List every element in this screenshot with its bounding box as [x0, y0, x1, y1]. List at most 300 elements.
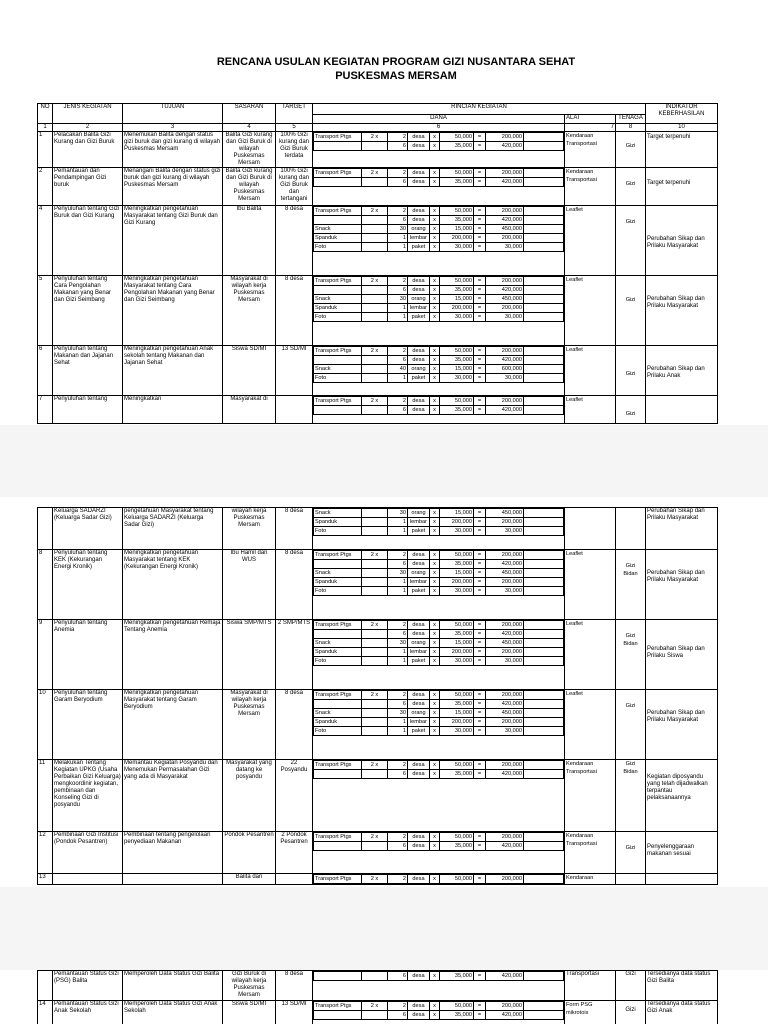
dana-mult	[362, 509, 388, 518]
dana-item: Transport Ptgs	[314, 551, 362, 560]
alat	[566, 132, 614, 148]
dana-line	[314, 842, 564, 851]
alat	[566, 276, 614, 284]
alat	[566, 396, 614, 404]
tenaga-line: Gizi	[625, 633, 636, 639]
dana-total: 30,000	[486, 657, 524, 666]
dana-total: 420,000	[486, 216, 524, 225]
dana-unit: paket	[408, 587, 430, 596]
dana-item: Foto	[314, 727, 362, 736]
row-no: 1	[38, 132, 53, 168]
dana-x: x	[430, 169, 440, 178]
row-sasaran: wilayah kerja Puskesmas Mersam	[223, 508, 276, 550]
colnum-4: 4	[223, 124, 276, 132]
activity-table-continued-2	[37, 970, 718, 1024]
dana-unit: desa	[408, 216, 430, 225]
dana-line	[314, 691, 564, 700]
colnum-3: 3	[123, 124, 223, 132]
dana-total: 200,000	[486, 875, 524, 884]
dana-item	[314, 178, 362, 187]
title-line-1: RENCANA USULAN KEGIATAN PROGRAM GIZI NUSANTARA SEHAT	[216, 56, 576, 68]
row-no	[38, 971, 53, 1001]
activity-row-continued	[38, 971, 718, 1001]
dana-total: 420,000	[486, 1011, 524, 1020]
dana-price: 30,000	[440, 727, 474, 736]
row-dana	[313, 874, 565, 885]
dana-spacer	[524, 727, 564, 736]
activity-row	[38, 690, 718, 760]
alat-line: Leaflet	[566, 397, 583, 403]
dana-x: x	[430, 709, 440, 718]
dana-qty: 30	[388, 225, 408, 234]
row-sasaran: Balita Gizi kurang dan Gizi Buruk di wilayah Puskesmas Mersam	[223, 132, 276, 168]
dana-item	[314, 356, 362, 365]
header-sasaran: SASARAN	[223, 104, 276, 124]
dana-qty: 2	[388, 1002, 408, 1011]
dana-eq: =	[474, 207, 486, 216]
dana-eq: =	[474, 374, 486, 383]
row-sasaran: Ibu Hamil dan WUS	[223, 550, 276, 620]
dana-unit: desa	[408, 133, 430, 142]
dana-x: x	[430, 1011, 440, 1020]
dana-spacer	[524, 718, 564, 727]
dana-item: Foto	[314, 527, 362, 536]
dana-x: x	[430, 243, 440, 252]
row-dana	[313, 550, 565, 620]
dana-eq: =	[474, 406, 486, 415]
row-alat	[565, 832, 616, 874]
dana-unit: desa	[408, 761, 430, 770]
dana-qty: 1	[388, 518, 408, 527]
row-dana	[313, 168, 565, 206]
dana-mult	[362, 356, 388, 365]
dana-eq: =	[474, 509, 486, 518]
dana-unit: desa	[408, 842, 430, 851]
row-jenis-kegiatan: Penyuluhan tentang Makanan dan Jajanan Sehat	[53, 346, 123, 396]
row-tenaga	[616, 276, 646, 346]
dana-unit: desa	[408, 833, 430, 842]
dana-item: Transport Ptgs	[314, 277, 362, 286]
dana-breakdown	[313, 550, 564, 596]
dana-price: 30,000	[440, 527, 474, 536]
tenaga-line: Bidan	[623, 641, 638, 647]
dana-mult	[362, 1011, 388, 1020]
row-no: 14	[38, 1001, 53, 1024]
header-indikator: INDIKATOR KEBERHASILAN	[646, 104, 718, 124]
row-tenaga	[616, 550, 646, 620]
dana-qty: 30	[388, 569, 408, 578]
alat-line: Kendaraan	[566, 133, 594, 139]
dana-price: 15,000	[440, 709, 474, 718]
dana-total: 200,000	[486, 169, 524, 178]
dana-price: 35,000	[440, 560, 474, 569]
row-target: 13 SD/MI	[276, 1001, 313, 1024]
dana-price: 35,000	[440, 630, 474, 639]
dana-eq: =	[474, 313, 486, 322]
dana-total: 200,000	[486, 761, 524, 770]
dana-eq: =	[474, 842, 486, 851]
dana-mult	[362, 569, 388, 578]
dana-eq: =	[474, 648, 486, 657]
dana-mult: 2 x	[362, 875, 388, 884]
dana-spacer	[524, 761, 564, 770]
row-sasaran: Balita dan	[223, 874, 276, 885]
dana-total: 420,000	[486, 842, 524, 851]
dana-unit: desa	[408, 560, 430, 569]
dana-mult	[362, 225, 388, 234]
dana-item: Transport Ptgs	[314, 875, 362, 884]
activity-row	[38, 832, 718, 874]
dana-total: 30,000	[486, 527, 524, 536]
dana-qty: 1	[388, 243, 408, 252]
header-rincian-kegiatan: RINCIAN KEGIATAN	[313, 104, 646, 115]
row-target: 2 Pondok Pesantren	[276, 832, 313, 874]
dana-price: 30,000	[440, 657, 474, 666]
dana-x: x	[430, 718, 440, 727]
dana-item: Transport Ptgs	[314, 1002, 362, 1011]
dana-x: x	[430, 286, 440, 295]
dana-mult	[362, 587, 388, 596]
dana-unit: lembar	[408, 648, 430, 657]
row-dana	[313, 276, 565, 346]
dana-spacer	[524, 691, 564, 700]
dana-x: x	[430, 648, 440, 657]
tenaga-line: Gizi	[625, 563, 636, 569]
dana-total: 200,000	[486, 621, 524, 630]
tenaga-line: Bidan	[623, 571, 638, 577]
dana-item: Spanduk	[314, 234, 362, 243]
row-sasaran: Masyarakat di	[223, 396, 276, 424]
row-target: 8 desa	[276, 206, 313, 276]
dana-mult	[362, 295, 388, 304]
dana-line	[314, 727, 564, 736]
dana-price: 35,000	[440, 142, 474, 151]
dana-eq: =	[474, 761, 486, 770]
row-jenis-kegiatan: Penyuluhan tentang Garam Beryodium	[53, 690, 123, 760]
dana-x: x	[430, 833, 440, 842]
dana-breakdown	[313, 971, 564, 981]
dana-qty: 30	[388, 709, 408, 718]
dana-price: 30,000	[440, 243, 474, 252]
dana-item: Transport Ptgs	[314, 761, 362, 770]
dana-price: 50,000	[440, 875, 474, 884]
dana-item: Transport Ptgs	[314, 833, 362, 842]
dana-total: 200,000	[486, 397, 524, 406]
dana-x: x	[430, 527, 440, 536]
dana-breakdown	[313, 620, 564, 666]
dana-qty: 1	[388, 313, 408, 322]
tenaga	[617, 562, 644, 578]
dana-spacer	[524, 875, 564, 884]
dana-mult	[362, 700, 388, 709]
dana-price: 35,000	[440, 700, 474, 709]
dana-mult: 2 x	[362, 207, 388, 216]
alat-line: Transportasi	[566, 841, 597, 847]
row-target: 2 SMP/MTS	[276, 620, 313, 690]
dana-qty: 1	[388, 578, 408, 587]
dana-qty: 1	[388, 527, 408, 536]
tenaga-line: Gizi	[625, 845, 636, 851]
activity-row	[38, 132, 718, 168]
row-tenaga	[616, 508, 646, 550]
activity-table	[37, 103, 718, 424]
dana-total: 30,000	[486, 587, 524, 596]
dana-line	[314, 560, 564, 569]
row-jenis-kegiatan: Penyuluhan tentang	[53, 396, 123, 424]
header-tujuan: TUJUAN	[123, 104, 223, 124]
dana-line	[314, 639, 564, 648]
dana-price: 50,000	[440, 347, 474, 356]
dana-qty: 40	[388, 365, 408, 374]
dana-line	[314, 216, 564, 225]
dana-eq: =	[474, 718, 486, 727]
dana-x: x	[430, 234, 440, 243]
row-indikator: Perubahan Sikap dan Prilaku Masyarakat	[646, 690, 718, 760]
dana-unit: orang	[408, 295, 430, 304]
dana-line	[314, 833, 564, 842]
dana-price: 15,000	[440, 509, 474, 518]
row-no: 13	[38, 874, 53, 885]
dana-line	[314, 295, 564, 304]
dana-mult	[362, 578, 388, 587]
dana-line	[314, 356, 564, 365]
dana-x: x	[430, 374, 440, 383]
row-target: 8 desa	[276, 690, 313, 760]
dana-unit: desa	[408, 406, 430, 415]
colnum-5: 5	[276, 124, 313, 132]
dana-eq: =	[474, 216, 486, 225]
dana-price: 35,000	[440, 1011, 474, 1020]
dana-total: 200,000	[486, 718, 524, 727]
dana-qty: 6	[388, 560, 408, 569]
dana-x: x	[430, 133, 440, 142]
alat	[566, 690, 614, 698]
dana-eq: =	[474, 178, 486, 187]
dana-total: 200,000	[486, 133, 524, 142]
dana-line	[314, 313, 564, 322]
row-alat	[565, 508, 616, 550]
dana-price: 50,000	[440, 761, 474, 770]
dana-qty: 30	[388, 509, 408, 518]
tenaga	[617, 760, 644, 776]
dana-price: 30,000	[440, 374, 474, 383]
dana-qty: 1	[388, 587, 408, 596]
dana-qty: 6	[388, 178, 408, 187]
dana-unit: paket	[408, 657, 430, 666]
dana-price: 50,000	[440, 277, 474, 286]
dana-spacer	[524, 374, 564, 383]
activity-row	[38, 168, 718, 206]
dana-spacer	[524, 578, 564, 587]
dana-spacer	[524, 295, 564, 304]
dana-total: 200,000	[486, 518, 524, 527]
dana-spacer	[524, 551, 564, 560]
dana-qty: 30	[388, 639, 408, 648]
dana-mult	[362, 709, 388, 718]
dana-line	[314, 142, 564, 151]
dana-line	[314, 304, 564, 313]
dana-total: 450,000	[486, 709, 524, 718]
row-tenaga	[616, 874, 646, 885]
dana-eq: =	[474, 691, 486, 700]
alat-line: Transportasi	[566, 141, 597, 147]
dana-qty: 6	[388, 770, 408, 779]
dana-eq: =	[474, 621, 486, 630]
row-alat	[565, 760, 616, 832]
row-dana	[313, 346, 565, 396]
dana-eq: =	[474, 630, 486, 639]
tenaga	[617, 218, 644, 226]
dana-line	[314, 709, 564, 718]
dana-eq: =	[474, 578, 486, 587]
dana-line	[314, 875, 564, 884]
dana-unit: orang	[408, 509, 430, 518]
dana-spacer	[524, 527, 564, 536]
alat-line: Kendaraan	[566, 761, 594, 767]
dana-qty: 6	[388, 700, 408, 709]
tenaga-line: Gizi	[625, 703, 636, 709]
title-line-2: PUSKESMAS MERSAM	[335, 70, 457, 82]
dana-eq: =	[474, 700, 486, 709]
dana-total: 30,000	[486, 313, 524, 322]
dana-qty: 6	[388, 216, 408, 225]
row-no: 8	[38, 550, 53, 620]
dana-unit: desa	[408, 178, 430, 187]
dana-unit: desa	[408, 1002, 430, 1011]
dana-breakdown	[313, 132, 564, 151]
row-no: 9	[38, 620, 53, 690]
dana-item	[314, 630, 362, 639]
row-tujuan: pengetahuan Masyarakat tentang Keluarga SADARZI (Keluarga Sadar Gizi)	[123, 508, 223, 550]
dana-eq: =	[474, 727, 486, 736]
dana-qty: 2	[388, 761, 408, 770]
dana-qty: 2	[388, 207, 408, 216]
row-sasaran: Balita Gizi kurang dan Gizi Buruk di wilayah Puskesmas Mersam	[223, 168, 276, 206]
dana-line	[314, 761, 564, 770]
dana-qty: 2	[388, 551, 408, 560]
dana-price: 35,000	[440, 842, 474, 851]
dana-price: 50,000	[440, 207, 474, 216]
dana-mult	[362, 178, 388, 187]
row-alat	[565, 550, 616, 620]
activity-row	[38, 396, 718, 424]
row-sasaran: Gizi Buruk di wilayah kerja Puskesmas Mersam	[223, 971, 276, 1001]
dana-qty: 6	[388, 356, 408, 365]
row-alat	[565, 690, 616, 760]
dana-total: 450,000	[486, 295, 524, 304]
dana-breakdown	[313, 874, 564, 884]
dana-x: x	[430, 518, 440, 527]
dana-line	[314, 700, 564, 709]
dana-eq: =	[474, 347, 486, 356]
dana-item	[314, 842, 362, 851]
dana-spacer	[524, 630, 564, 639]
row-alat	[565, 276, 616, 346]
dana-unit: paket	[408, 313, 430, 322]
dana-x: x	[430, 551, 440, 560]
row-indikator: Target terpenuhi	[646, 168, 718, 206]
dana-item: Transport Ptgs	[314, 691, 362, 700]
dana-item: Foto	[314, 657, 362, 666]
dana-x: x	[430, 657, 440, 666]
dana-unit: orang	[408, 225, 430, 234]
row-jenis-kegiatan	[53, 874, 123, 885]
dana-qty: 6	[388, 286, 408, 295]
dana-item: Transport Ptgs	[314, 169, 362, 178]
dana-mult: 2 x	[362, 761, 388, 770]
dana-unit: desa	[408, 142, 430, 151]
dana-spacer	[524, 277, 564, 286]
dana-spacer	[524, 569, 564, 578]
dana-eq: =	[474, 551, 486, 560]
dana-total: 420,000	[486, 560, 524, 569]
dana-price: 35,000	[440, 216, 474, 225]
activity-row	[38, 760, 718, 832]
row-tujuan: Memperoleh Data Status Gizi Balita	[123, 971, 223, 1001]
dana-unit: desa	[408, 700, 430, 709]
dana-item	[314, 700, 362, 709]
dana-item	[314, 406, 362, 415]
dana-eq: =	[474, 1002, 486, 1011]
dana-item: Foto	[314, 243, 362, 252]
dana-line	[314, 509, 564, 518]
dana-item: Transport Ptgs	[314, 133, 362, 142]
row-tujuan: Meningkatkan pengetahuan Anak sekolah tentang Makanan dan Jajanan Sehat	[123, 346, 223, 396]
dana-total: 200,000	[486, 347, 524, 356]
dana-total: 420,000	[486, 770, 524, 779]
row-target: 13 SD/MI	[276, 346, 313, 396]
dana-total: 200,000	[486, 833, 524, 842]
row-tujuan: Menangani Balita dengan status gizi buruk dan gizi kurang di wilayah Puskesmas Mersam	[123, 168, 223, 206]
alat-line: Leaflet	[566, 207, 583, 213]
dana-eq: =	[474, 277, 486, 286]
row-tujuan: Meningkatkan pengetahuan Remaja Tentang Anemia	[123, 620, 223, 690]
dana-qty: 6	[388, 842, 408, 851]
header-target: TARGET	[276, 104, 313, 124]
header-no: NO	[38, 104, 53, 124]
header-jenis-kegiatan: JENIS KEGIATAN	[53, 104, 123, 124]
dana-unit: desa	[408, 691, 430, 700]
colnum-7: 7	[565, 124, 616, 132]
dana-breakdown	[313, 276, 564, 322]
dana-breakdown	[313, 760, 564, 779]
dana-unit: desa	[408, 1011, 430, 1020]
dana-price: 50,000	[440, 169, 474, 178]
tenaga	[617, 180, 644, 188]
dana-eq: =	[474, 225, 486, 234]
dana-qty: 6	[388, 972, 408, 981]
dana-line	[314, 569, 564, 578]
dana-price: 30,000	[440, 313, 474, 322]
dana-eq: =	[474, 1011, 486, 1020]
dana-line	[314, 178, 564, 187]
row-indikator: Kegiatan diposyandu yang telah dijadwalkan terpantau pelaksanaannya	[646, 760, 718, 832]
dana-line	[314, 587, 564, 596]
row-jenis-kegiatan: Penyuluhan tentang Cara Pengolahan Makanan yang Benar dan Gizi Seimbang	[53, 276, 123, 346]
dana-mult: 2 x	[362, 621, 388, 630]
dana-item: Spanduk	[314, 304, 362, 313]
dana-unit: desa	[408, 630, 430, 639]
dana-unit: desa	[408, 347, 430, 356]
dana-breakdown	[313, 832, 564, 851]
alat-line: Kendaraan	[566, 833, 594, 839]
tenaga	[617, 844, 644, 852]
dana-mult	[362, 518, 388, 527]
dana-spacer	[524, 142, 564, 151]
dana-item: Snack	[314, 295, 362, 304]
dana-price: 200,000	[440, 234, 474, 243]
dana-line	[314, 397, 564, 406]
